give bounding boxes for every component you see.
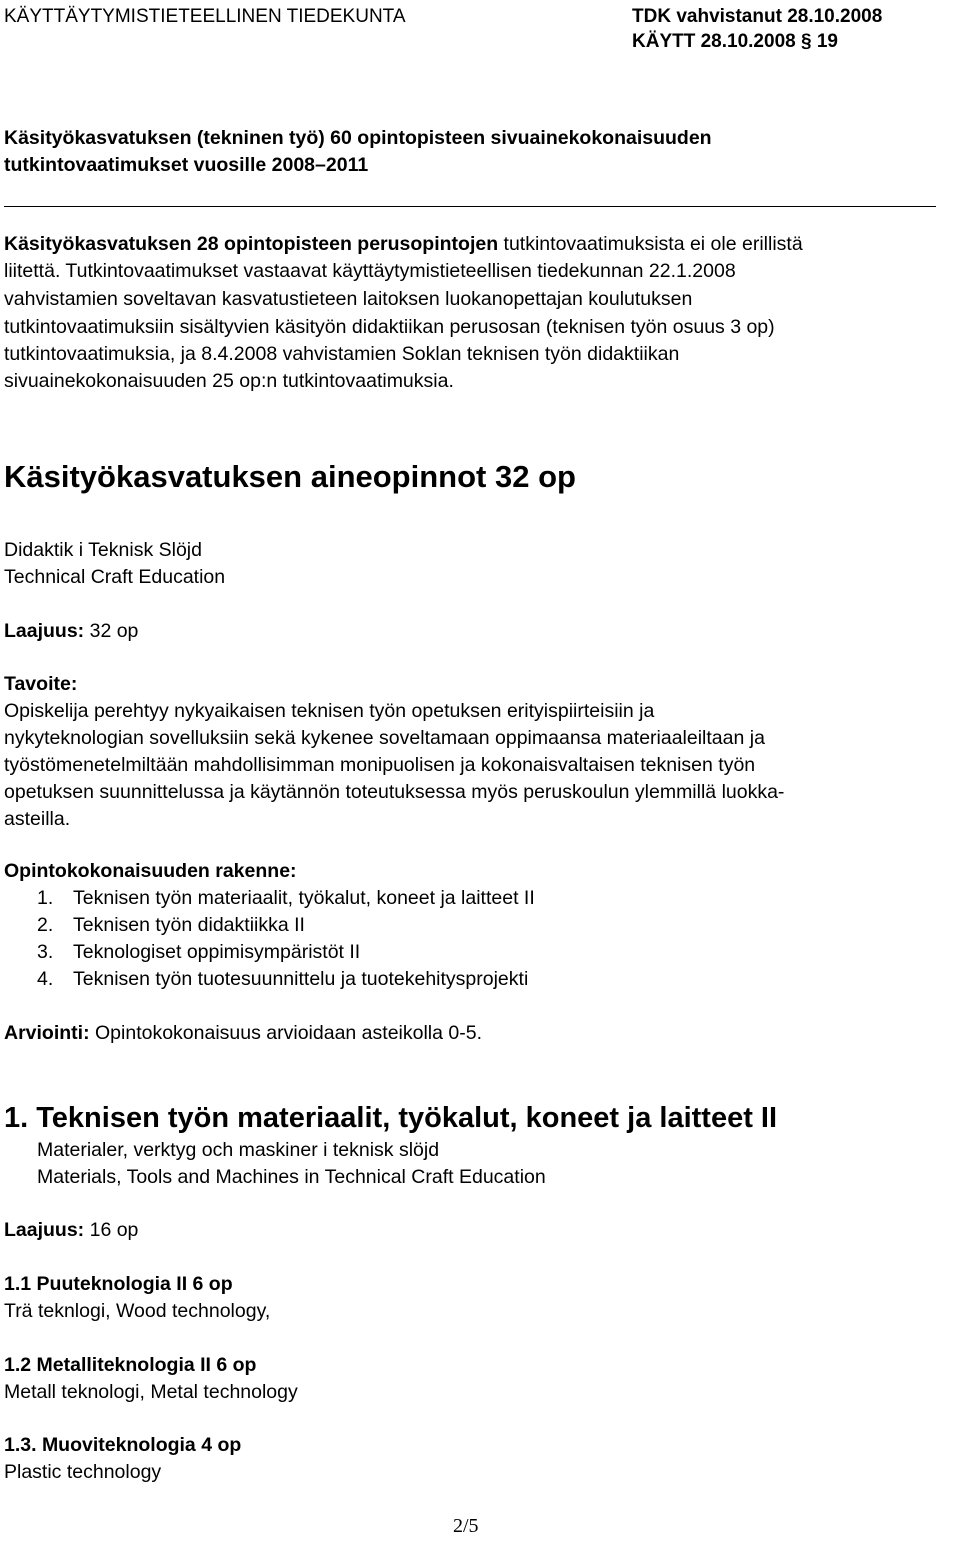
intro-line-4: tutkintovaatimuksiin sisältyvien käsityön didaktiikan perusosan (teknisen työn osuus 3 op) bbox=[4, 316, 775, 338]
course-subtitle-sv: Materialer, verktyg och maskiner i teknisk slöjd bbox=[37, 1139, 440, 1161]
faculty-header: KÄYTTÄYTYMISTIETEELLINEN TIEDEKUNTA bbox=[4, 6, 406, 27]
list-item bbox=[37, 939, 360, 966]
intro-line-5: tutkintovaatimuksia, ja 8.4.2008 vahvistamien Soklan teknisen työn didaktiikan bbox=[4, 343, 680, 365]
module-subtitle: Plastic technology bbox=[4, 1461, 162, 1483]
goal-line: nykyteknologian sovelluksiin sekä kykenee soveltamaan oppimaansa materiaaleiltaan ja bbox=[4, 727, 765, 749]
list-item-number: 2. bbox=[37, 914, 54, 936]
list-item-number: 3. bbox=[37, 941, 54, 963]
list-item-text: Teknisen työn materiaalit, työkalut, koneet ja laitteet II bbox=[73, 887, 535, 909]
list-item-text: Teknologiset oppimisympäristöt II bbox=[73, 941, 361, 963]
course-scope-label: Laajuus: bbox=[4, 1219, 85, 1241]
intro-line-2: liitettä. Tutkintovaatimukset vastaavat käyttäytymistieteellisen tiedekunnan 22.1.2008 bbox=[4, 260, 736, 282]
document-title-line-1: Käsityökasvatuksen (tekninen työ) 60 opintopisteen sivuainekokonaisuuden bbox=[4, 127, 712, 149]
approval-line-1: TDK vahvistanut 28.10.2008 bbox=[632, 6, 883, 27]
page-number: 2/5 bbox=[453, 1515, 479, 1537]
intro-line-6: sivuainekokonaisuuden 25 op:n tutkintovaatimuksia. bbox=[4, 370, 454, 392]
module-title: 1.1 Puuteknologia II 6 op bbox=[4, 1273, 233, 1295]
scope-value: 32 op bbox=[84, 620, 139, 642]
list-item-text: Teknisen työn tuotesuunnittelu ja tuotekehitysprojekti bbox=[73, 968, 529, 990]
list-item-number: 4. bbox=[37, 968, 54, 990]
assessment-label: Arviointi: bbox=[4, 1022, 90, 1044]
list-item bbox=[37, 966, 528, 993]
module-subtitle: Metall teknologi, Metal technology bbox=[4, 1381, 298, 1403]
intro-line-1-rest: tutkintovaatimuksista ei ole erillistä bbox=[498, 233, 803, 255]
intro-bold-part: Käsityökasvatuksen 28 opintopisteen perusopintojen bbox=[4, 233, 499, 255]
assessment-value: Opintokokonaisuus arvioidaan asteikolla 0-5. bbox=[89, 1022, 482, 1044]
goal-line: opetuksen suunnittelussa ja käytännön toteutuksessa myös peruskoulun ylemmillä luokka- bbox=[4, 781, 785, 803]
course-subtitle-en: Materials, Tools and Machines in Technical Craft Education bbox=[37, 1166, 546, 1188]
course-scope-value: 16 op bbox=[84, 1219, 139, 1241]
section-subtitle-sv: Didaktik i Teknisk Slöjd bbox=[4, 539, 202, 561]
module-title: 1.2 Metalliteknologia II 6 op bbox=[4, 1354, 257, 1376]
goal-line: työstömenetelmiltään mahdollisimman monipuolisen ja kokonaisvaltaisen teknisen työn bbox=[4, 754, 756, 776]
module-subtitle: Trä teknlogi, Wood technology, bbox=[4, 1300, 271, 1322]
title-divider bbox=[4, 206, 936, 207]
section-subtitle-en: Technical Craft Education bbox=[4, 566, 226, 588]
intro-line-3: vahvistamien soveltavan kasvatustieteen laitoksen luokanopettajan koulutuksen bbox=[4, 288, 693, 310]
section-heading: Käsityökasvatuksen aineopinnot 32 op bbox=[4, 459, 576, 494]
goal-label: Tavoite: bbox=[4, 673, 78, 695]
intro-line-1 bbox=[4, 231, 803, 258]
scope-label: Laajuus: bbox=[4, 620, 85, 642]
goal-line: Opiskelija perehtyy nykyaikaisen teknisen työn opetuksen erityispiirteisiin ja bbox=[4, 700, 655, 722]
goal-line: asteilla. bbox=[4, 808, 71, 830]
course-scope bbox=[4, 1217, 138, 1244]
list-item bbox=[37, 885, 535, 912]
assessment bbox=[4, 1020, 482, 1047]
approval-line-2: KÄYTT 28.10.2008 § 19 bbox=[632, 31, 838, 52]
course-heading: 1. Teknisen työn materiaalit, työkalut, koneet ja laitteet II bbox=[4, 1102, 778, 1134]
list-item bbox=[37, 912, 305, 939]
structure-label: Opintokokonaisuuden rakenne: bbox=[4, 860, 297, 882]
list-item-number: 1. bbox=[37, 887, 54, 909]
list-item-text: Teknisen työn didaktiikka II bbox=[73, 914, 305, 936]
section-scope bbox=[4, 618, 138, 645]
document-title-line-2: tutkintovaatimukset vuosille 2008–2011 bbox=[4, 154, 369, 176]
module-title: 1.3. Muoviteknologia 4 op bbox=[4, 1434, 242, 1456]
